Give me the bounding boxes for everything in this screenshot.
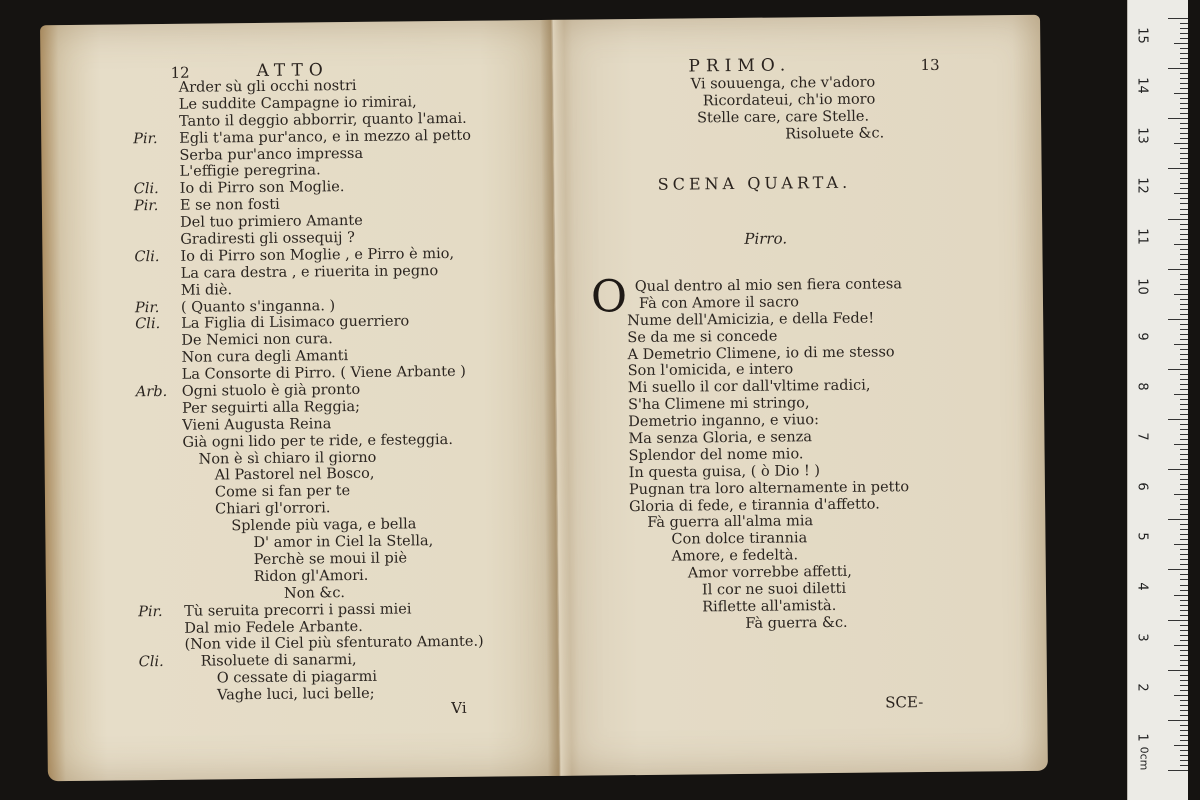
ruler-tick <box>1180 484 1188 485</box>
speaker-label: Cli. <box>138 654 164 671</box>
left-catchword: Vi <box>451 698 467 717</box>
ruler-tick <box>1180 389 1188 390</box>
ruler-tick <box>1180 454 1188 455</box>
ruler-tick <box>1174 444 1188 445</box>
ruler-tick <box>1180 379 1188 380</box>
ruler-tick <box>1180 685 1188 686</box>
ruler-tick <box>1180 384 1188 385</box>
ruler-tick <box>1180 279 1188 280</box>
verse-text: La Figlia di Lisimaco guerriero <box>181 313 410 333</box>
speaker-label: Cli. <box>133 181 159 198</box>
ruler-tick <box>1180 504 1188 505</box>
verse-line: Riflette all'amistà. <box>702 597 837 616</box>
ruler-tick <box>1180 660 1188 661</box>
ruler-tick <box>1174 43 1188 44</box>
character-name: Pirro. <box>744 229 788 248</box>
verse-line: Demetrio inganno, e viuo: <box>628 412 820 431</box>
verse-text: Perchè se moui il piè <box>253 550 408 568</box>
ruler-tick <box>1180 539 1188 540</box>
ruler-tick <box>1168 68 1188 69</box>
ruler-tick <box>1180 264 1188 265</box>
ruler-tick <box>1180 680 1188 681</box>
verse-line: Fà con Amore il sacro <box>638 294 800 312</box>
ruler-number: 3 <box>1134 632 1150 642</box>
open-book <box>40 15 1048 787</box>
verse-line: Con dolce tirannia <box>671 530 808 549</box>
ruler-tick <box>1180 133 1188 134</box>
ruler-tick <box>1180 650 1188 651</box>
ruler-tick <box>1180 334 1188 335</box>
ruler-tick <box>1180 58 1188 59</box>
ruler-number: 2 <box>1134 683 1150 692</box>
verse-line: S'ha Climene mi stringo, <box>627 395 810 414</box>
verse-line: Son l'omicida, e intero <box>627 361 794 380</box>
ruler-tick <box>1174 244 1188 245</box>
ruler-tick <box>1174 544 1188 545</box>
ruler-tick <box>1180 239 1188 240</box>
ruler-tick <box>1180 339 1188 340</box>
ruler-tick <box>1180 509 1188 510</box>
ruler-tick <box>1180 38 1188 39</box>
ruler-tick <box>1180 424 1188 425</box>
ruler-tick <box>1174 645 1188 646</box>
verse-text: Mi diè. <box>180 281 233 299</box>
ruler-tick <box>1180 28 1188 29</box>
verse-text: Ogni stuolo è già pronto <box>181 381 361 400</box>
ruler-tick <box>1180 259 1188 260</box>
verse-text: Egli t'ama pur'anco, e in mezzo al petto <box>179 127 471 147</box>
verse-line: Qual dentro al mio sen fiera contesa <box>634 276 903 296</box>
ruler-tick <box>1180 224 1188 225</box>
ruler-tick <box>1180 314 1188 315</box>
ruler-tick <box>1180 534 1188 535</box>
ruler-tick <box>1180 214 1188 215</box>
verse-line: Fà guerra &c. <box>745 614 848 632</box>
ruler-tick <box>1180 284 1188 285</box>
ruler-tick <box>1180 700 1188 701</box>
verse-text: Gradiresti gli ossequij ? <box>180 229 355 248</box>
verse-line: Ricordateui, ch'io moro <box>702 91 876 110</box>
ruler-tick <box>1168 720 1188 721</box>
ruler-tick <box>1180 625 1188 626</box>
ruler-tick <box>1180 203 1188 204</box>
right-top-verses <box>691 74 885 144</box>
ruler-tick <box>1180 234 1188 235</box>
left-page-number: 12 <box>170 63 190 82</box>
ruler-tick <box>1180 610 1188 611</box>
ruler-number: 4 <box>1134 582 1150 592</box>
verse-text: Dal mio Fedele Arbante. <box>184 618 363 637</box>
ruler-tick <box>1180 23 1188 24</box>
speaker-label: Pir. <box>138 603 163 620</box>
ruler-tick <box>1168 168 1188 169</box>
ruler-tick <box>1180 559 1188 560</box>
ruler-tick <box>1180 153 1188 154</box>
ruler-tick <box>1180 740 1188 741</box>
verse-line: Il cor ne suoi diletti <box>701 580 847 599</box>
ruler-tick <box>1168 369 1188 370</box>
verse-line: Mi suello il cor dall'vltime radici, <box>627 377 871 397</box>
ruler-tick <box>1180 630 1188 631</box>
ruler-tick <box>1168 569 1188 570</box>
verse-text: Vaghe luci, luci belle; <box>216 685 375 704</box>
ruler-tick <box>1168 620 1188 621</box>
ruler-tick <box>1180 574 1188 575</box>
ruler-tick <box>1180 299 1188 300</box>
speaker-label: Cli. <box>134 248 160 266</box>
ruler-tick <box>1180 158 1188 159</box>
speaker-label: Cli. <box>135 316 161 333</box>
ruler-tick <box>1180 429 1188 430</box>
verse-text: Risoluete di sanarmi, <box>200 652 357 670</box>
ruler-tick <box>1180 163 1188 164</box>
ruler-number: 6 <box>1134 482 1150 491</box>
ruler-number: 9 <box>1134 332 1150 341</box>
ruler-tick <box>1180 464 1188 465</box>
ruler-tick <box>1168 469 1188 470</box>
ruler-tick <box>1180 249 1188 250</box>
ruler-tick <box>1180 98 1188 99</box>
ruler-tick <box>1180 399 1188 400</box>
ruler-tick <box>1168 269 1188 270</box>
ruler-tick <box>1180 354 1188 355</box>
ruler-tick <box>1180 309 1188 310</box>
verse-text: E se non fosti <box>179 196 280 215</box>
ruler-tick <box>1168 419 1188 420</box>
ruler-tick <box>1180 705 1188 706</box>
scene-title: SCENA QUARTA. <box>657 172 852 194</box>
ruler-tick <box>1174 745 1188 746</box>
ruler-number: 8 <box>1134 382 1150 391</box>
ruler-tick <box>1180 755 1188 756</box>
verse-text: Al Pastorel nel Bosco, <box>214 466 375 484</box>
ruler-tick <box>1180 459 1188 460</box>
verse-text: La Consorte di Pirro. ( Viene Arbante ) <box>181 363 466 383</box>
ruler-tick <box>1180 48 1188 49</box>
speaker-label: Arb. <box>135 383 168 401</box>
ruler-tick <box>1174 193 1188 194</box>
ruler-tick <box>1180 289 1188 290</box>
ruler-tick <box>1180 615 1188 616</box>
ruler-tick <box>1180 123 1188 124</box>
left-page-text <box>133 77 484 705</box>
ruler-tick <box>1168 770 1188 771</box>
ruler-tick <box>1180 198 1188 199</box>
ruler-tick <box>1180 665 1188 666</box>
ruler-number: 5 <box>1134 532 1150 541</box>
verse-line: Fà guerra all'alma mia <box>647 513 814 532</box>
ruler-tick <box>1180 579 1188 580</box>
right-catchword: SCE- <box>885 693 924 712</box>
ruler-tick <box>1180 635 1188 636</box>
ruler-tick <box>1180 329 1188 330</box>
ruler-tick <box>1180 439 1188 440</box>
verse-text: Serba pur'anco impressa <box>179 145 364 164</box>
ruler-number: 15 <box>1134 27 1150 44</box>
verse-text: Non è sì chiaro il giorno <box>198 449 377 468</box>
drop-cap: O <box>590 271 628 323</box>
measuring-ruler <box>1127 0 1188 800</box>
ruler-tick <box>1180 750 1188 751</box>
ruler-tick <box>1180 324 1188 325</box>
ruler-tick <box>1180 715 1188 716</box>
ruler-tick <box>1180 404 1188 405</box>
ruler-tick <box>1174 595 1188 596</box>
verse-line: Gloria di fede, e tirannia d'affetto. <box>629 496 880 515</box>
ruler-tick <box>1168 118 1188 119</box>
ruler-tick <box>1180 449 1188 450</box>
ruler-tick <box>1180 128 1188 129</box>
ruler-tick <box>1180 585 1188 586</box>
verse-line: Splendor del nome mio. <box>628 446 804 465</box>
ruler-tick <box>1180 53 1188 54</box>
ruler-tick <box>1180 254 1188 255</box>
verse-line: Risoluete &c. <box>785 125 885 143</box>
ruler-tick <box>1180 374 1188 375</box>
ruler-number: 11 <box>1134 227 1150 245</box>
ruler-tick <box>1180 760 1188 761</box>
ruler-tick <box>1180 655 1188 656</box>
ruler-number: 1 <box>1134 733 1150 742</box>
right-page <box>552 15 1048 776</box>
ruler-tick <box>1180 414 1188 415</box>
ruler-tick <box>1180 730 1188 731</box>
left-page <box>40 20 560 781</box>
verse-text: Io di Pirro son Moglie , e Pirro è mio, <box>180 245 455 265</box>
ruler-tick <box>1180 514 1188 515</box>
ruler-tick <box>1180 63 1188 64</box>
ruler-tick <box>1180 33 1188 34</box>
verse-text: Chiari gl'orrori. <box>215 500 331 518</box>
speaker-label: Pir. <box>133 130 158 147</box>
ruler-tick <box>1180 359 1188 360</box>
ruler-tick <box>1174 93 1188 94</box>
ruler-tick <box>1180 489 1188 490</box>
verse-text: (Non vide il Ciel più sfenturato Amante.) <box>184 634 484 654</box>
verse-text: Arder sù gli occhi nostri <box>178 77 357 96</box>
ruler-tick <box>1174 143 1188 144</box>
speaker-label: Pir. <box>133 198 159 215</box>
ruler-tick <box>1180 675 1188 676</box>
ruler-tick <box>1168 670 1188 671</box>
ruler-tick <box>1180 600 1188 601</box>
ruler-tick <box>1180 434 1188 435</box>
ruler-tick <box>1180 148 1188 149</box>
verse-text: Non &c. <box>283 584 346 602</box>
ruler-tick <box>1180 173 1188 174</box>
ruler-tick <box>1180 88 1188 89</box>
ruler-tick <box>1180 304 1188 305</box>
verse-line: Se da me si concede <box>627 328 778 346</box>
verse-line: Vi souuenga, che v'adoro <box>690 74 876 93</box>
verse-text: O cessate di piagarmi <box>216 668 378 687</box>
ruler-tick <box>1180 590 1188 591</box>
ruler-tick <box>1180 103 1188 104</box>
ruler-tick <box>1180 474 1188 475</box>
ruler-tick <box>1180 529 1188 530</box>
ruler-tick <box>1180 765 1188 766</box>
ruler-tick <box>1174 394 1188 395</box>
ruler-tick <box>1180 364 1188 365</box>
ruler-tick <box>1180 209 1188 210</box>
ruler-tick <box>1174 344 1188 345</box>
ruler-tick <box>1180 78 1188 79</box>
verse-text: Come si fan per te <box>214 483 351 501</box>
ruler-tick <box>1168 18 1188 19</box>
ruler-tick <box>1180 178 1188 179</box>
right-page-text <box>627 276 911 634</box>
ruler-number: 12 <box>1134 177 1150 195</box>
verse-text: L'effigie peregrina. <box>179 162 321 181</box>
ruler-tick <box>1180 113 1188 114</box>
right-running-head: PRIMO. <box>688 55 792 77</box>
ruler-tick <box>1180 349 1188 350</box>
verse-text: Ridon gl'Amori. <box>253 567 369 585</box>
ruler-tick <box>1180 108 1188 109</box>
ruler-tick <box>1168 319 1188 320</box>
ruler-tick <box>1180 554 1188 555</box>
verse-text: ( Quanto s'inganna. ) <box>180 297 336 316</box>
ruler-tick <box>1180 83 1188 84</box>
ruler-tick <box>1168 519 1188 520</box>
ruler-number: 14 <box>1134 77 1150 94</box>
ruler-tick <box>1180 710 1188 711</box>
ruler-tick <box>1180 605 1188 606</box>
verse-text: Non cura degli Amanti <box>181 348 349 367</box>
left-running-head: ATTO <box>256 60 329 81</box>
ruler-tick <box>1180 735 1188 736</box>
ruler-tick <box>1180 564 1188 565</box>
verse-line: In questa guisa, ( ò Dio ! ) <box>628 462 821 481</box>
verse-line: Stelle care, care Stelle. <box>696 108 870 127</box>
verse-text: D' amor in Ciel la Stella, <box>253 533 434 552</box>
verse-text: Già ogni lido per te ride, e festeggia. <box>182 431 453 451</box>
verse-line: Ma senza Gloria, e senza <box>628 429 813 448</box>
ruler-tick <box>1180 499 1188 500</box>
ruler-tick <box>1180 549 1188 550</box>
ruler-tick <box>1180 229 1188 230</box>
ruler-tick <box>1180 138 1188 139</box>
verse-text: Tù seruita precorri i passi miei <box>184 601 412 620</box>
verse-text: Splende più vaga, e bella <box>231 516 417 535</box>
ruler-number: 13 <box>1134 127 1150 145</box>
ruler-tick <box>1180 524 1188 525</box>
verse-line: Pugnan tra loro alternamente in petto <box>628 478 910 498</box>
verse-line: Amore, e fedeltà. <box>671 547 799 565</box>
verse-line: A Demetrio Climene, io di me stesso <box>627 343 895 363</box>
ruler-number: 7 <box>1134 432 1150 441</box>
ruler-tick <box>1180 690 1188 691</box>
ruler-tick <box>1174 494 1188 495</box>
verse-text: La cara destra , e riuerita in pegno <box>180 262 439 282</box>
ruler-tick <box>1180 274 1188 275</box>
ruler-tick <box>1174 695 1188 696</box>
ruler-number: 10 <box>1134 277 1150 295</box>
ruler-tick <box>1168 219 1188 220</box>
verse-text: Per seguirti alla Reggia; <box>181 398 361 417</box>
verse-text: Le suddite Campagne io rimirai, <box>178 94 417 113</box>
ruler-tick <box>1180 188 1188 189</box>
ruler-tick <box>1180 409 1188 410</box>
verse-text: Tanto il deggio abborrir, quanto l'amai. <box>178 110 467 130</box>
ruler-unit-label: 0cm <box>1137 746 1151 771</box>
ruler-tick <box>1180 183 1188 184</box>
verse-line: Nume dell'Amicizia, e della Fede! <box>627 310 875 329</box>
right-page-number: 13 <box>920 55 940 75</box>
ruler-tick <box>1180 725 1188 726</box>
verse-text: Del tuo primiero Amante <box>180 213 363 231</box>
verse-text: Vieni Augusta Reina <box>182 416 332 434</box>
speaker-label: Pir. <box>134 299 160 316</box>
verse-line: Amor vorrebbe affetti, <box>687 563 852 582</box>
verse-text: De Nemici non cura. <box>181 331 333 350</box>
verse-text: Io di Pirro son Moglie. <box>179 179 345 198</box>
ruler-tick <box>1180 640 1188 641</box>
ruler-tick <box>1180 73 1188 74</box>
ruler-tick <box>1174 294 1188 295</box>
ruler-tick <box>1180 479 1188 480</box>
